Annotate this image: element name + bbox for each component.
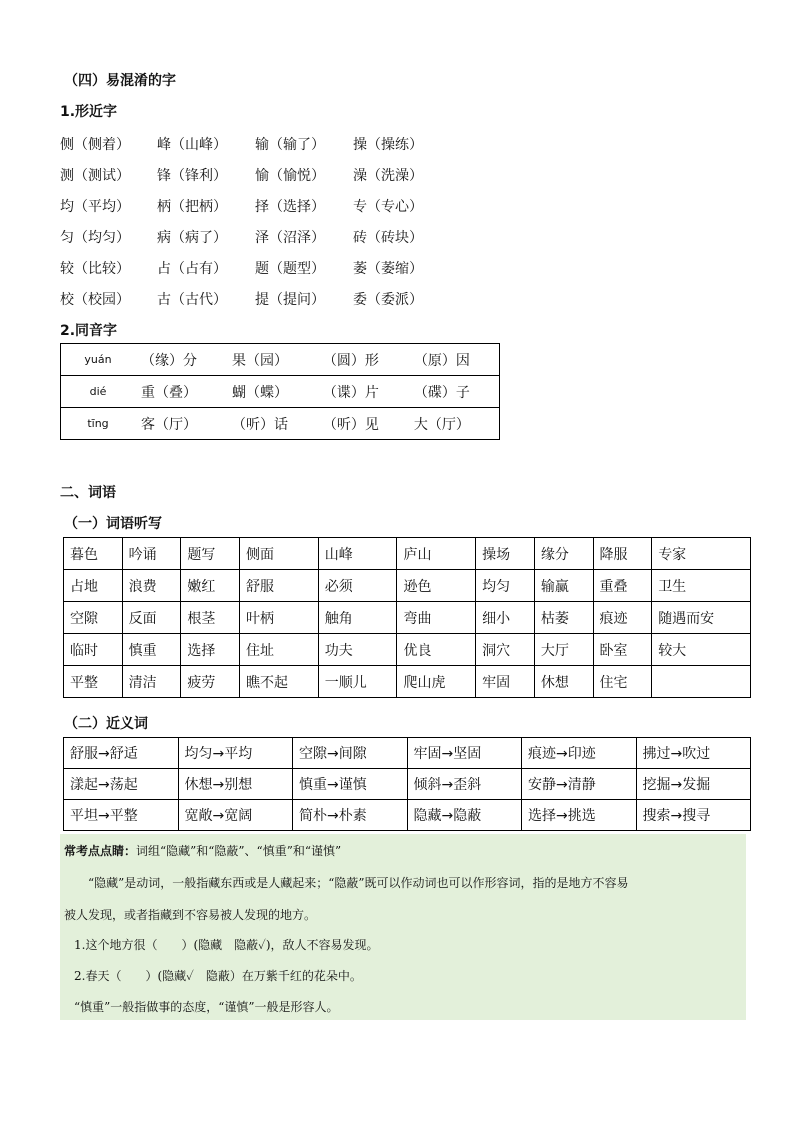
dictation-cell: 功夫 bbox=[318, 634, 397, 666]
similar-chars-row bbox=[60, 190, 480, 221]
dictation-cell: 卧室 bbox=[593, 634, 652, 666]
similar-char-item: 专（专心） bbox=[353, 198, 423, 215]
dictation-cell: 随遇而安 bbox=[652, 602, 751, 634]
dictation-cell: 爬山虎 bbox=[397, 666, 476, 698]
synonym-cell: 挖掘→发掘 bbox=[636, 769, 751, 800]
synonym-title: （二）近义词 bbox=[64, 716, 148, 732]
similar-char-item: 峰（山峰） bbox=[157, 136, 227, 153]
synonym-cell: 隐藏→隐蔽 bbox=[407, 800, 522, 831]
homophone-table bbox=[60, 343, 500, 440]
similar-char-item: 择（选择） bbox=[255, 198, 325, 215]
dictation-cell: 优良 bbox=[397, 634, 476, 666]
similar-char-item: 提（提问） bbox=[255, 291, 325, 308]
homophone-cell: （原）因 bbox=[408, 344, 500, 376]
dictation-cell: 舒服 bbox=[240, 570, 319, 602]
dictation-cell: 占地 bbox=[64, 570, 123, 602]
dictation-table bbox=[63, 537, 751, 698]
dictation-cell: 嫩红 bbox=[181, 570, 240, 602]
note-example1: 1.这个地方很（ ）(隐藏 隐蔽✓)，敌人不容易发现。 bbox=[74, 938, 379, 952]
dictation-row bbox=[64, 666, 751, 698]
synonym-cell: 空隙→间隙 bbox=[293, 738, 408, 769]
dictation-cell: 洞穴 bbox=[476, 634, 535, 666]
synonym-cell: 牢固→坚固 bbox=[407, 738, 522, 769]
dictation-cell: 反面 bbox=[122, 602, 181, 634]
dictation-cell: 一顺儿 bbox=[318, 666, 397, 698]
dictation-cell: 题写 bbox=[181, 538, 240, 570]
dictation-title: （一）词语听写 bbox=[64, 516, 162, 532]
dictation-cell: 触角 bbox=[318, 602, 397, 634]
dictation-cell: 选择 bbox=[181, 634, 240, 666]
dictation-cell: 叶柄 bbox=[240, 602, 319, 634]
dictation-cell: 缘分 bbox=[534, 538, 593, 570]
dictation-cell: 卫生 bbox=[652, 570, 751, 602]
dictation-cell: 细小 bbox=[476, 602, 535, 634]
section4-title: （四）易混淆的字 bbox=[64, 73, 176, 89]
similar-char-item: 测（测试） bbox=[60, 167, 130, 184]
synonym-cell: 漾起→荡起 bbox=[64, 769, 179, 800]
similar-char-item: 题（题型） bbox=[255, 260, 325, 277]
dictation-cell: 慎重 bbox=[122, 634, 181, 666]
similar-char-item: 柄（把柄） bbox=[157, 198, 227, 215]
dictation-cell: 浪费 bbox=[122, 570, 181, 602]
homophone-cell: （谍）片 bbox=[317, 376, 408, 408]
synonym-cell: 慎重→谨慎 bbox=[293, 769, 408, 800]
homophone-row bbox=[61, 408, 500, 440]
homophone-cell: （听）见 bbox=[317, 408, 408, 440]
similar-chars-row bbox=[60, 283, 480, 314]
dictation-row bbox=[64, 570, 751, 602]
synonym-cell: 平坦→平整 bbox=[64, 800, 179, 831]
synonym-cell: 倾斜→歪斜 bbox=[407, 769, 522, 800]
note-para1: “隐藏”是动词，一般指藏东西或是人藏起来；“隐蔽”既可以作动词也可以作形容词，指的是地方不容易 bbox=[88, 876, 629, 890]
similar-char-item: 校（校园） bbox=[60, 291, 130, 308]
similar-char-item: 侧（侧着） bbox=[60, 136, 130, 153]
dictation-cell: 降服 bbox=[593, 538, 652, 570]
similar-chars-row bbox=[60, 128, 480, 159]
dictation-cell: 疲劳 bbox=[181, 666, 240, 698]
homophone-row bbox=[61, 344, 500, 376]
dictation-cell: 逊色 bbox=[397, 570, 476, 602]
dictation-cell: 大厅 bbox=[534, 634, 593, 666]
synonym-cell: 舒服→舒适 bbox=[64, 738, 179, 769]
pinyin-cell: yuán bbox=[61, 344, 136, 376]
note-heading-line bbox=[64, 842, 341, 859]
similar-char-item: 古（古代） bbox=[157, 291, 227, 308]
dictation-cell: 临时 bbox=[64, 634, 123, 666]
note-para1b: 被人发现，或者指藏到不容易被人发现的地方。 bbox=[64, 908, 317, 922]
homophone-cell: 重（叠） bbox=[135, 376, 226, 408]
homophone-cell: （听）话 bbox=[226, 408, 317, 440]
dictation-cell: 空隙 bbox=[64, 602, 123, 634]
homophone-cell: （圆）形 bbox=[317, 344, 408, 376]
dictation-cell: 重叠 bbox=[593, 570, 652, 602]
similar-chars-row bbox=[60, 221, 480, 252]
synonym-cell: 均匀→平均 bbox=[178, 738, 293, 769]
homophone-cell: 蝴（蝶） bbox=[226, 376, 317, 408]
dictation-row bbox=[64, 634, 751, 666]
dictation-cell: 操场 bbox=[476, 538, 535, 570]
similar-char-item: 匀（均匀） bbox=[60, 229, 130, 246]
similar-char-item: 澡（洗澡） bbox=[353, 167, 423, 184]
homophone-cell: （缘）分 bbox=[135, 344, 226, 376]
dictation-cell: 暮色 bbox=[64, 538, 123, 570]
homophone-title: 2.同音字 bbox=[60, 323, 118, 339]
dictation-cell: 休想 bbox=[534, 666, 593, 698]
dictation-cell bbox=[652, 666, 751, 698]
homophone-cell: （碟）子 bbox=[408, 376, 500, 408]
dictation-row bbox=[64, 538, 751, 570]
dictation-cell: 山峰 bbox=[318, 538, 397, 570]
homophone-row bbox=[61, 376, 500, 408]
pinyin-cell: dié bbox=[61, 376, 136, 408]
homophone-cell: 大（厅） bbox=[408, 408, 500, 440]
synonym-cell: 选择→挑选 bbox=[522, 800, 637, 831]
dictation-cell: 弯曲 bbox=[397, 602, 476, 634]
synonym-cell: 简朴→朴素 bbox=[293, 800, 408, 831]
similar-char-item: 病（病了） bbox=[157, 229, 227, 246]
dictation-cell: 根茎 bbox=[181, 602, 240, 634]
similar-char-item: 砖（砖块） bbox=[353, 229, 423, 246]
section2-title: 二、词语 bbox=[60, 485, 116, 501]
dictation-cell: 痕迹 bbox=[593, 602, 652, 634]
dictation-cell: 住宅 bbox=[593, 666, 652, 698]
dictation-cell: 侧面 bbox=[240, 538, 319, 570]
synonym-row bbox=[64, 800, 751, 831]
dictation-cell: 较大 bbox=[652, 634, 751, 666]
similar-char-item: 萎（萎缩） bbox=[353, 260, 423, 277]
similar-chars-grid bbox=[60, 128, 480, 314]
synonym-row bbox=[64, 769, 751, 800]
similar-chars-row bbox=[60, 159, 480, 190]
similar-char-item: 操（操练） bbox=[353, 136, 423, 153]
similar-char-item: 均（平均） bbox=[60, 198, 130, 215]
similar-char-item: 输（输了） bbox=[255, 136, 325, 153]
dictation-cell: 专家 bbox=[652, 538, 751, 570]
synonym-cell: 拂过→吹过 bbox=[636, 738, 751, 769]
pinyin-cell: tīng bbox=[61, 408, 136, 440]
dictation-cell: 必须 bbox=[318, 570, 397, 602]
dictation-row bbox=[64, 602, 751, 634]
similar-char-item: 泽（沼泽） bbox=[255, 229, 325, 246]
dictation-cell: 输赢 bbox=[534, 570, 593, 602]
synonym-table bbox=[63, 737, 751, 831]
similar-chars-row bbox=[60, 252, 480, 283]
synonym-cell: 休想→别想 bbox=[178, 769, 293, 800]
dictation-cell: 枯萎 bbox=[534, 602, 593, 634]
similar-char-item: 占（占有） bbox=[157, 260, 227, 277]
similar-char-item: 锋（锋利） bbox=[157, 167, 227, 184]
dictation-cell: 吟诵 bbox=[122, 538, 181, 570]
similar-char-item: 愉（愉悦） bbox=[255, 167, 325, 184]
note-heading: 常考点点睛： bbox=[64, 844, 137, 858]
synonym-cell: 搜索→搜寻 bbox=[636, 800, 751, 831]
synonym-row bbox=[64, 738, 751, 769]
similar-char-item: 较（比较） bbox=[60, 260, 130, 277]
dictation-cell: 住址 bbox=[240, 634, 319, 666]
note-heading-rest: 词组“隐藏”和“隐蔽”、“慎重”和“谨慎” bbox=[136, 844, 342, 858]
dictation-cell: 清洁 bbox=[122, 666, 181, 698]
note-para2: “慎重”一般指做事的态度，“谨慎”一般是形容人。 bbox=[74, 1000, 339, 1014]
homophone-cell: 客（厅） bbox=[135, 408, 226, 440]
similar-char-item: 委（委派） bbox=[353, 291, 423, 308]
dictation-cell: 均匀 bbox=[476, 570, 535, 602]
synonym-cell: 痕迹→印迹 bbox=[522, 738, 637, 769]
synonym-cell: 安静→清静 bbox=[522, 769, 637, 800]
synonym-cell: 宽敞→宽阔 bbox=[178, 800, 293, 831]
similar-chars-title: 1.形近字 bbox=[60, 104, 118, 120]
key-point-note bbox=[60, 834, 746, 1020]
dictation-cell: 平整 bbox=[64, 666, 123, 698]
homophone-cell: 果（园） bbox=[226, 344, 317, 376]
note-example2: 2.春天（ ）(隐藏✓ 隐蔽）在万紫千红的花朵中。 bbox=[74, 969, 362, 983]
dictation-cell: 牢固 bbox=[476, 666, 535, 698]
dictation-cell: 庐山 bbox=[397, 538, 476, 570]
dictation-cell: 瞧不起 bbox=[240, 666, 319, 698]
